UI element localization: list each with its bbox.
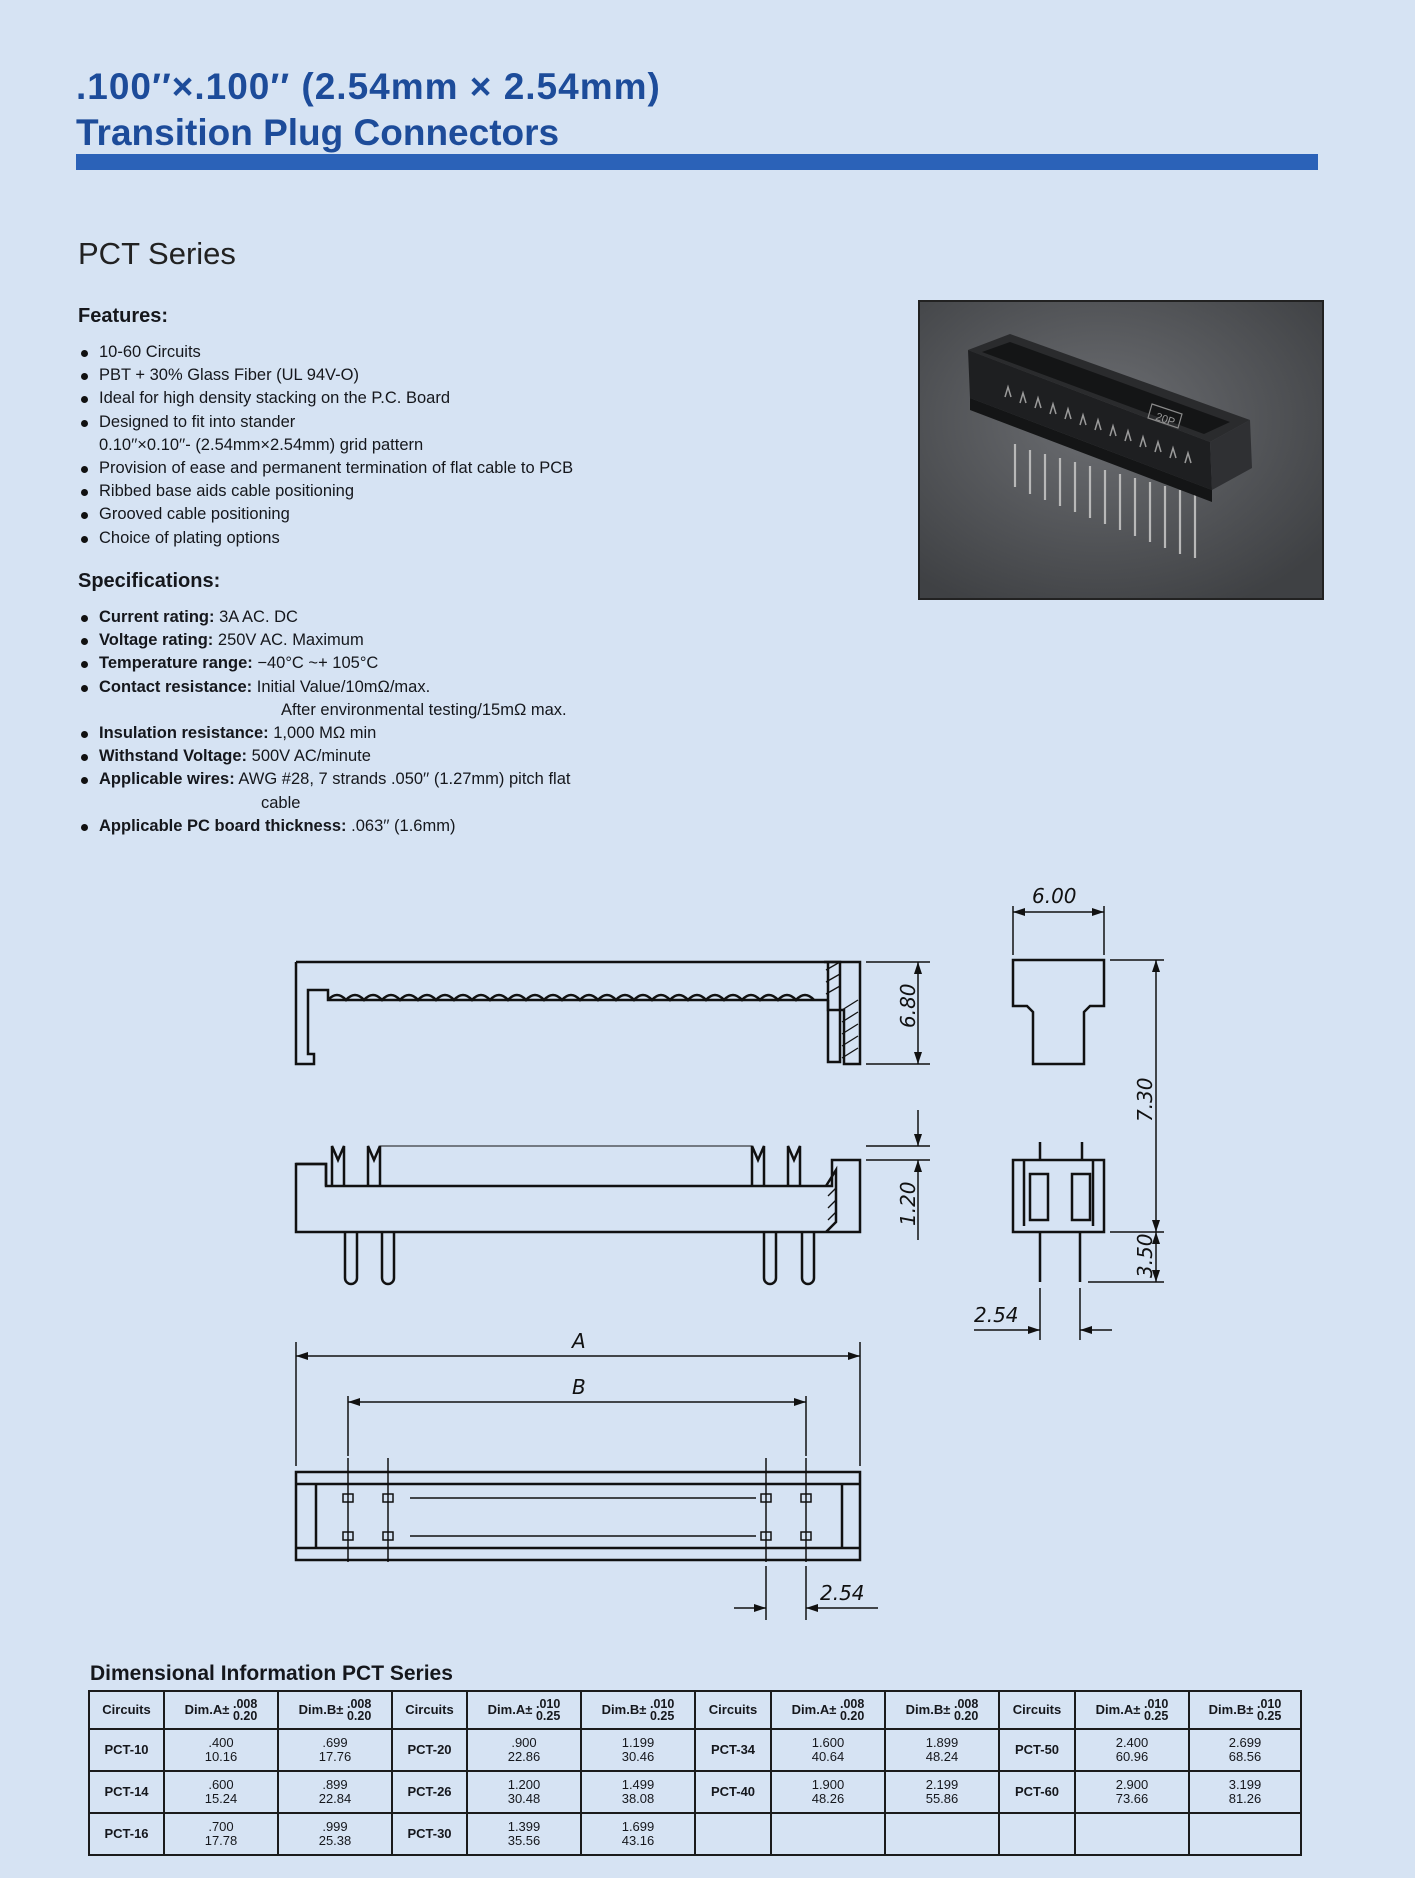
cell-dim-b: 1.199 30.46 xyxy=(581,1729,695,1771)
title-line-1: .100′′×.100′′ (2.54mm × 2.54mm) xyxy=(76,66,661,107)
cell-dim-b: 1.899 48.24 xyxy=(885,1729,999,1771)
feature-item: Designed to fit into stander 0.10′′×0.10′′- (2.54mm×2.54mm) grid pattern xyxy=(80,411,573,457)
cell-circuit: PCT-34 xyxy=(695,1729,771,1771)
header-circuits: Circuits xyxy=(999,1691,1075,1729)
header-circuits: Circuits xyxy=(392,1691,467,1729)
header-dim-b: Dim.B± .010 0.25 xyxy=(1189,1691,1301,1729)
dimensional-info-table xyxy=(88,1690,1302,1856)
dim-label-b: B xyxy=(572,1375,586,1399)
spec-item: Applicable PC board thickness: .063′′ (1.6mm) xyxy=(80,815,570,838)
feature-item: Provision of ease and permanent termination of flat cable to PCB xyxy=(80,457,573,480)
header-circuits: Circuits xyxy=(695,1691,771,1729)
table-header-row xyxy=(89,1691,1301,1729)
cell-dim-b: .899 22.84 xyxy=(278,1771,392,1813)
cell-circuit: PCT-40 xyxy=(695,1771,771,1813)
cell-circuit: PCT-14 xyxy=(89,1771,164,1813)
dim-label-2-54-side: 2.54 xyxy=(974,1303,1019,1327)
cell-circuit: PCT-30 xyxy=(392,1813,467,1855)
cell-empty xyxy=(771,1813,885,1855)
cell-dim-a: 2.900 73.66 xyxy=(1075,1771,1189,1813)
feature-item: Ribbed base aids cable positioning xyxy=(80,480,573,503)
dim-label-1-20: 1.20 xyxy=(896,1181,920,1226)
feature-item: Grooved cable positioning xyxy=(80,503,573,526)
table-row xyxy=(89,1771,1301,1813)
part-marking: 20P xyxy=(1153,410,1177,429)
cell-circuit: PCT-10 xyxy=(89,1729,164,1771)
spec-item: Current rating: 3A AC. DC xyxy=(80,606,570,629)
cell-dim-a: .600 15.24 xyxy=(164,1771,278,1813)
cell-dim-b: 3.199 81.26 xyxy=(1189,1771,1301,1813)
cell-empty xyxy=(1075,1813,1189,1855)
dim-label-6-80: 6.80 xyxy=(896,983,920,1028)
cell-dim-a: 1.600 40.64 xyxy=(771,1729,885,1771)
cell-dim-b: 1.699 43.16 xyxy=(581,1813,695,1855)
specifications-heading: Specifications: xyxy=(78,570,221,592)
header-dim-b: Dim.B± .008 0.20 xyxy=(278,1691,392,1729)
spec-item: Contact resistance: Initial Value/10mΩ/max. After environmental testing/15mΩ max. xyxy=(80,676,570,722)
cell-empty xyxy=(695,1813,771,1855)
header-dim-b: Dim.B± .010 0.25 xyxy=(581,1691,695,1729)
cell-circuit: PCT-20 xyxy=(392,1729,467,1771)
spec-item: Voltage rating: 250V AC. Maximum xyxy=(80,629,570,652)
cell-dim-b: 2.699 68.56 xyxy=(1189,1729,1301,1771)
title-line-2: Transition Plug Connectors xyxy=(76,112,560,153)
feature-item: PBT + 30% Glass Fiber (UL 94V-O) xyxy=(80,364,573,387)
header-dim-a: Dim.A± .008 0.20 xyxy=(771,1691,885,1729)
header-dim-a: Dim.A± .010 0.25 xyxy=(467,1691,581,1729)
cell-empty xyxy=(1189,1813,1301,1855)
spec-item-continuation: cable xyxy=(261,793,301,812)
cell-dim-b: 2.199 55.86 xyxy=(885,1771,999,1813)
cell-dim-a: 2.400 60.96 xyxy=(1075,1729,1189,1771)
feature-item: 10-60 Circuits xyxy=(80,341,573,364)
spec-item: Applicable wires: AWG #28, 7 strands .050′′ (1.27mm) pitch flat cable xyxy=(80,768,570,814)
feature-item: Ideal for high density stacking on the P.C. Board xyxy=(80,387,573,410)
cell-dim-a: .400 10.16 xyxy=(164,1729,278,1771)
dim-label-3-50: 3.50 xyxy=(1133,1233,1157,1278)
feature-item: Choice of plating options xyxy=(80,527,573,550)
cell-circuit: PCT-60 xyxy=(999,1771,1075,1813)
cell-dim-b: 1.499 38.08 xyxy=(581,1771,695,1813)
cell-circuit: PCT-16 xyxy=(89,1813,164,1855)
dim-label-6-00: 6.00 xyxy=(1032,884,1077,908)
cell-dim-b: .999 25.38 xyxy=(278,1813,392,1855)
feature-item-continuation: 0.10′′×0.10′′- (2.54mm×2.54mm) grid pattern xyxy=(99,435,424,454)
cell-dim-b: .699 17.76 xyxy=(278,1729,392,1771)
series-title: PCT Series xyxy=(78,236,236,271)
header-dim-a: Dim.A± .010 0.25 xyxy=(1075,1691,1189,1729)
header-dim-a: Dim.A± .008 0.20 xyxy=(164,1691,278,1729)
cell-dim-a: .700 17.78 xyxy=(164,1813,278,1855)
spec-item: Temperature range: −40°C ~+ 105°C xyxy=(80,652,570,675)
cell-dim-a: 1.900 48.26 xyxy=(771,1771,885,1813)
header-circuits: Circuits xyxy=(89,1691,164,1729)
features-heading: Features: xyxy=(78,305,169,327)
dim-label-7-30: 7.30 xyxy=(1133,1077,1157,1122)
header-dim-b: Dim.B± .008 0.20 xyxy=(885,1691,999,1729)
cell-dim-a: 1.399 35.56 xyxy=(467,1813,581,1855)
cell-circuit: PCT-26 xyxy=(392,1771,467,1813)
spec-item: Withstand Voltage: 500V AC/minute xyxy=(80,745,570,768)
cell-dim-a: .900 22.86 xyxy=(467,1729,581,1771)
table-row xyxy=(89,1729,1301,1771)
dim-label-2-54-bottom: 2.54 xyxy=(820,1581,865,1605)
spec-item-continuation: After environmental testing/15mΩ max. xyxy=(281,700,567,719)
table-row xyxy=(89,1813,1301,1855)
cell-empty xyxy=(999,1813,1075,1855)
table-title: Dimensional Information PCT Series xyxy=(90,1662,453,1685)
cell-empty xyxy=(885,1813,999,1855)
spec-item: Insulation resistance: 1,000 MΩ min xyxy=(80,722,570,745)
cell-circuit: PCT-50 xyxy=(999,1729,1075,1771)
dim-label-a: A xyxy=(572,1329,586,1353)
cell-dim-a: 1.200 30.48 xyxy=(467,1771,581,1813)
